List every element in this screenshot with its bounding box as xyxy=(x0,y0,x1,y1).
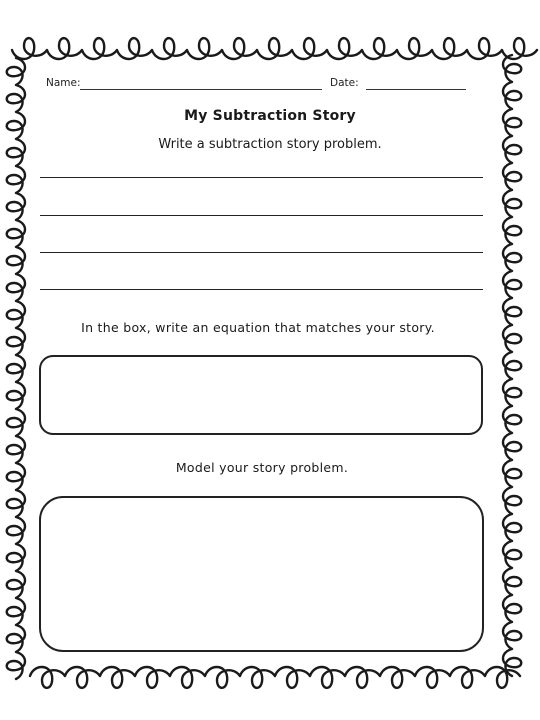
equation-box[interactable] xyxy=(39,355,483,435)
writing-line[interactable] xyxy=(40,177,483,178)
writing-line[interactable] xyxy=(40,215,483,216)
writing-line[interactable] xyxy=(40,289,483,290)
equation-instruction: In the box, write an equation that matches your story. xyxy=(81,320,435,335)
date-blank[interactable] xyxy=(366,89,466,90)
worksheet-subtitle: Write a subtraction story problem. xyxy=(158,137,382,152)
model-box[interactable] xyxy=(39,496,484,652)
model-instruction: Model your story problem. xyxy=(175,460,349,475)
name-label: Name: xyxy=(46,77,81,89)
writing-line[interactable] xyxy=(40,252,483,253)
name-blank[interactable] xyxy=(80,89,322,90)
worksheet-title: My Subtraction Story xyxy=(184,108,356,124)
date-label: Date: xyxy=(330,77,359,89)
